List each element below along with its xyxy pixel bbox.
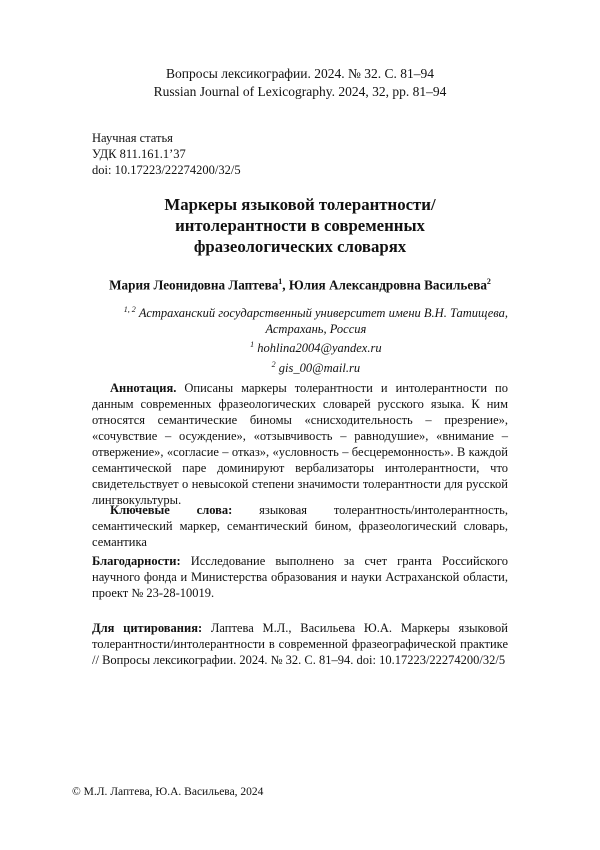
citation-text: Лаптева М.Л., Васильева Ю.А. Маркеры языковой толерантности/интолерантности в современной фразеографической практике // Вопросы лексикографии. 2024. № 32. С. 81–94. doi: 10.17223/22274200/32/5 — [92, 621, 508, 667]
keywords — [92, 502, 508, 550]
article-type: Научная статья — [92, 131, 173, 145]
journal-header — [0, 65, 600, 101]
citation — [92, 620, 508, 668]
copyright: © М.Л. Лаптева, Ю.А. Васильева, 2024 — [72, 786, 264, 798]
acknowledgements-text: Исследование выполнено за счет гранта Российского научного фонда и Министерства образования и науки Астраханской области, проект № 23-28-10019. — [92, 554, 508, 600]
keywords-label: Ключевые слова: — [110, 503, 233, 517]
article-title — [92, 194, 508, 257]
author-1: Мария Леонидовна Лаптева — [109, 277, 279, 293]
author-1-sup: 1 — [278, 277, 283, 286]
doi: doi: 10.17223/22274200/32/5 — [92, 163, 241, 177]
author-2: Юлия Александровна Васильева — [288, 277, 487, 293]
author-2-sup: 2 — [486, 277, 491, 286]
abstract — [92, 380, 508, 508]
journal-title-en: Russian Journal of Lexicography. 2024, 32, pp. 81–94 — [153, 84, 447, 99]
abstract-label: Аннотация. — [110, 381, 177, 395]
affiliation-line-1: Астраханский государственный университет имени В.Н. Татищева, — [135, 306, 508, 321]
abstract-text: Описаны маркеры толерантности и интолерантности по данным современных фразеологических словарей русского языка. К ним относятся семантические биномы «снисходительность – презрение», «сочувствие – осуждение», «отзывчивость – равнодушие», «внимание – отвержение», «согласие – отказ», «условность – бесцеремонность». В каждой семантической паре доминируют вербализаторы интолерантности, что свидетельствует о невысокой степени значимости толерантности для русской лингвокультуры. — [92, 381, 508, 507]
journal-title-ru: Вопросы лексикографии. 2024. № 32. С. 81–94 — [165, 66, 435, 81]
affiliation-sup: 1, 2 — [123, 305, 136, 314]
email-2-sup: 2 — [271, 359, 276, 369]
title-line-2: интолерантности в современных — [175, 216, 425, 235]
title-line-3: фразеологических словарях — [193, 237, 407, 256]
affiliation — [92, 302, 508, 376]
email-1-sup: 1 — [250, 340, 255, 350]
acknowledgements — [92, 553, 508, 601]
udc-code: УДК 811.161.1’37 — [92, 147, 186, 161]
author-separator: , — [282, 277, 289, 293]
authors — [92, 273, 508, 293]
article-meta — [92, 130, 508, 178]
email-1[interactable]: hohlina2004@yandex.ru — [254, 341, 382, 356]
acknowledgements-label: Благодарности: — [92, 554, 181, 568]
affiliation-line-2: Астрахань, Россия — [265, 321, 367, 336]
email-2[interactable]: gis_00@mail.ru — [275, 360, 361, 375]
title-line-1: Маркеры языковой толерантности/ — [164, 195, 436, 214]
keywords-text: языковая толерантность/интолерантность, семантический маркер, семантический бином, фразеологический словарь, семантика — [92, 503, 508, 549]
citation-label: Для цитирования: — [92, 621, 203, 635]
